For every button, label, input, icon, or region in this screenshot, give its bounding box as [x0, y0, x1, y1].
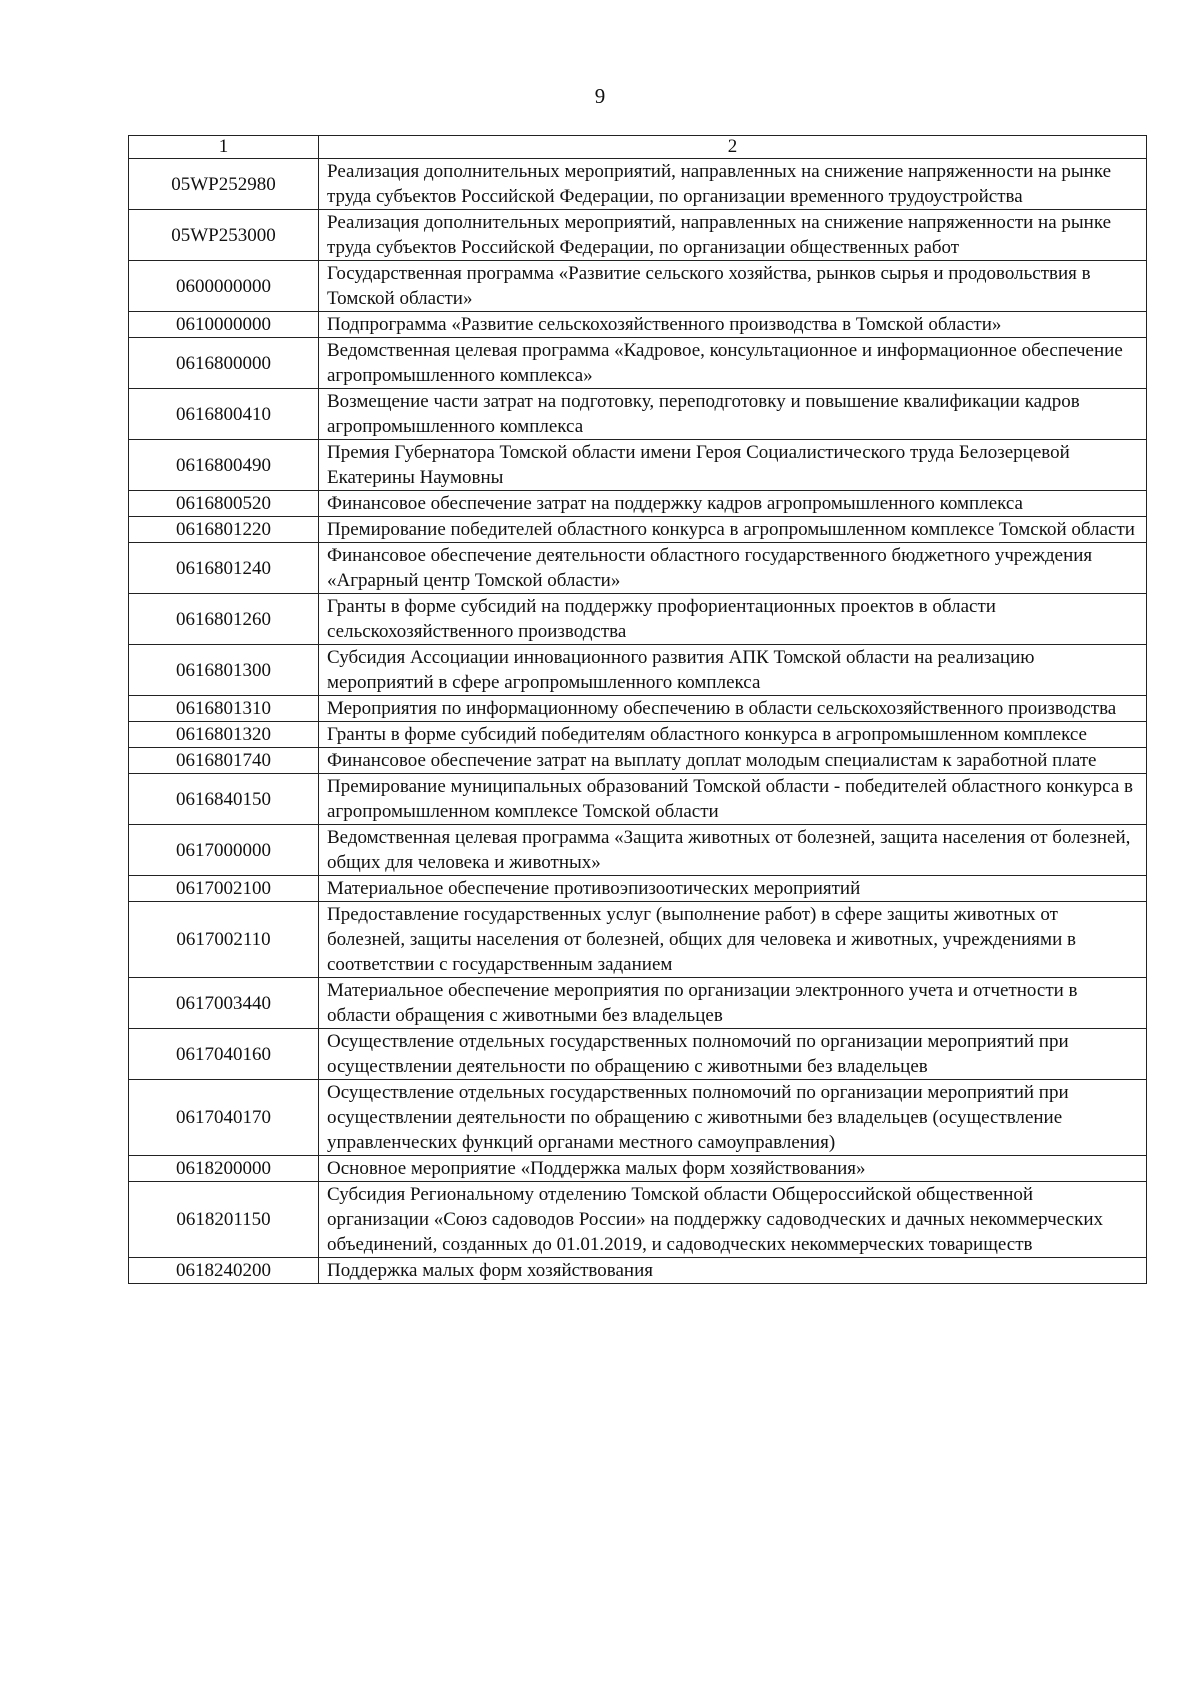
row-description: Премия Губернатора Томской области имени Героя Социалистического труда Белозерцевой Екатерины Наумовны	[319, 440, 1147, 491]
row-code: 0616800000	[129, 338, 319, 389]
row-code: 0618240200	[129, 1258, 319, 1284]
row-description: Материальное обеспечение мероприятия по организации электронного учета и отчетности в области обращения с животными без владельцев	[319, 978, 1147, 1029]
table-row	[129, 1029, 1147, 1080]
row-code: 0616800520	[129, 491, 319, 517]
row-code: 05WP253000	[129, 210, 319, 261]
table-row	[129, 1182, 1147, 1258]
table-row	[129, 1080, 1147, 1156]
table-row	[129, 1258, 1147, 1284]
table-row	[129, 389, 1147, 440]
table-row	[129, 517, 1147, 543]
row-code: 0617002110	[129, 902, 319, 978]
table-row	[129, 159, 1147, 210]
row-description: Осуществление отдельных государственных полномочий по организации мероприятий при осуществлении деятельности по обращению с животными без владельцев	[319, 1029, 1147, 1080]
table-row	[129, 261, 1147, 312]
row-description: Подпрограмма «Развитие сельскохозяйственного производства в Томской области»	[319, 312, 1147, 338]
row-description: Мероприятия по информационному обеспечению в области сельскохозяйственного производства	[319, 696, 1147, 722]
table-row	[129, 1156, 1147, 1182]
classification-table	[128, 135, 1147, 1284]
page-number: 9	[594, 84, 606, 108]
table-row	[129, 312, 1147, 338]
row-code: 0618201150	[129, 1182, 319, 1258]
table-row	[129, 210, 1147, 261]
row-description: Поддержка малых форм хозяйствования	[319, 1258, 1147, 1284]
row-description: Премирование победителей областного конкурса в агропромышленном комплексе Томской области	[319, 517, 1147, 543]
row-description: Ведомственная целевая программа «Защита животных от болезней, защита населения от болезней, общих для человека и животных»	[319, 825, 1147, 876]
row-code: 0616801300	[129, 645, 319, 696]
row-code: 0617003440	[129, 978, 319, 1029]
row-description: Осуществление отдельных государственных полномочий по организации мероприятий при осуществлении деятельности по обращению с животными без владельцев (осуществление управленческих функций органами местного самоуправления)	[319, 1080, 1147, 1156]
row-description: Гранты в форме субсидий победителям областного конкурса в агропромышленном комплексе	[319, 722, 1147, 748]
row-code: 0617040160	[129, 1029, 319, 1080]
table-row	[129, 440, 1147, 491]
row-description: Премирование муниципальных образований Томской области - победителей областного конкурса в агропромышленном комплексе Томской области	[319, 774, 1147, 825]
row-code: 0617000000	[129, 825, 319, 876]
table-row	[129, 748, 1147, 774]
table-row	[129, 978, 1147, 1029]
row-code: 0616801320	[129, 722, 319, 748]
table-row	[129, 902, 1147, 978]
row-code: 0616840150	[129, 774, 319, 825]
row-description: Ведомственная целевая программа «Кадровое, консультационное и информационное обеспечение агропромышленного комплекса»	[319, 338, 1147, 389]
row-description: Гранты в форме субсидий на поддержку профориентационных проектов в области сельскохозяйственного производства	[319, 594, 1147, 645]
row-code: 0600000000	[129, 261, 319, 312]
column-header-description: 2	[319, 136, 1147, 159]
row-description: Финансовое обеспечение деятельности областного государственного бюджетного учреждения «Аграрный центр Томской области»	[319, 543, 1147, 594]
table-row	[129, 696, 1147, 722]
row-description: Возмещение части затрат на подготовку, переподготовку и повышение квалификации кадров агропромышленного комплекса	[319, 389, 1147, 440]
row-description: Предоставление государственных услуг (выполнение работ) в сфере защиты животных от болезней, защиты населения от болезней, общих для человека и животных, учреждениями в соответствии с государственным заданием	[319, 902, 1147, 978]
table-row	[129, 594, 1147, 645]
row-description: Материальное обеспечение противоэпизоотических мероприятий	[319, 876, 1147, 902]
row-description: Основное мероприятие «Поддержка малых форм хозяйствования»	[319, 1156, 1147, 1182]
row-code: 0617002100	[129, 876, 319, 902]
row-description: Государственная программа «Развитие сельского хозяйства, рынков сырья и продовольствия в Томской области»	[319, 261, 1147, 312]
row-code: 0616800410	[129, 389, 319, 440]
table-header-row	[129, 136, 1147, 159]
table-row	[129, 338, 1147, 389]
table-row	[129, 722, 1147, 748]
row-description: Субсидия Региональному отделению Томской области Общероссийской общественной организации «Союз садоводов России» на поддержку садоводческих и дачных некоммерческих объединений, созданных до 01.01.2019, и садоводческих некоммерческих товариществ	[319, 1182, 1147, 1258]
row-code: 0616801240	[129, 543, 319, 594]
row-code: 05WP252980	[129, 159, 319, 210]
row-code: 0617040170	[129, 1080, 319, 1156]
row-description: Финансовое обеспечение затрат на поддержку кадров агропромышленного комплекса	[319, 491, 1147, 517]
row-code: 0616800490	[129, 440, 319, 491]
table-row	[129, 825, 1147, 876]
row-code: 0616801220	[129, 517, 319, 543]
row-code: 0616801310	[129, 696, 319, 722]
row-code: 0610000000	[129, 312, 319, 338]
table-row	[129, 774, 1147, 825]
row-code: 0616801260	[129, 594, 319, 645]
row-description: Реализация дополнительных мероприятий, направленных на снижение напряженности на рынке труда субъектов Российской Федерации, по организации общественных работ	[319, 210, 1147, 261]
row-code: 0618200000	[129, 1156, 319, 1182]
table-row	[129, 491, 1147, 517]
table-row	[129, 645, 1147, 696]
row-description: Субсидия Ассоциации инновационного развития АПК Томской области на реализацию мероприятий в сфере агропромышленного комплекса	[319, 645, 1147, 696]
row-description: Реализация дополнительных мероприятий, направленных на снижение напряженности на рынке труда субъектов Российской Федерации, по организации временного трудоустройства	[319, 159, 1147, 210]
table-row	[129, 543, 1147, 594]
table-row	[129, 876, 1147, 902]
row-description: Финансовое обеспечение затрат на выплату доплат молодым специалистам к заработной плате	[319, 748, 1147, 774]
row-code: 0616801740	[129, 748, 319, 774]
column-header-code: 1	[129, 136, 319, 159]
